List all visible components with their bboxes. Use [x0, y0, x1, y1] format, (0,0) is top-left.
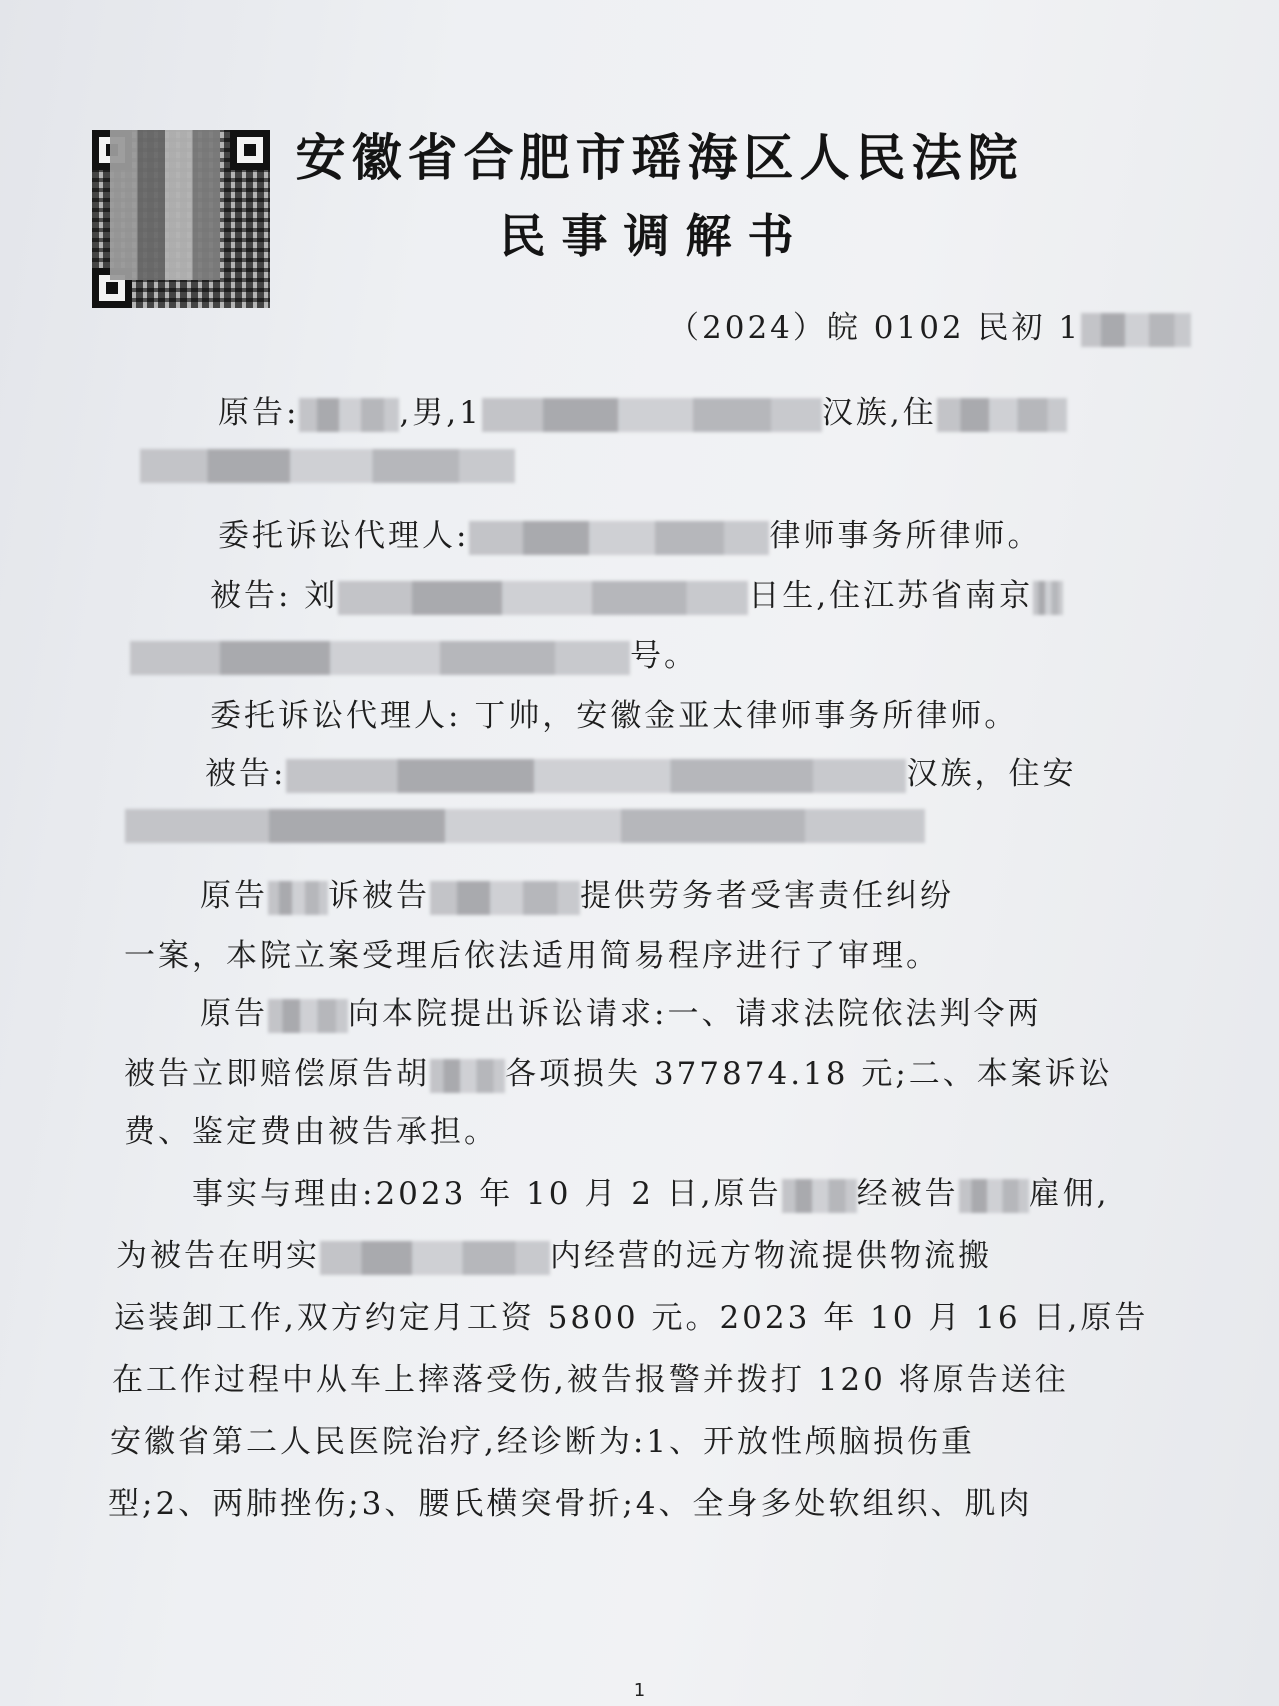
defendant1-address-line [130, 630, 698, 675]
redaction-mask [1081, 313, 1191, 347]
plaintiff-label: 原告: [218, 395, 300, 431]
para2-text: 被告立即赔偿原告胡 [124, 1056, 430, 1092]
para3-text: 经被告 [856, 1176, 959, 1212]
para2-line1 [200, 988, 1041, 1033]
redaction-mask [338, 581, 748, 615]
plaintiff-ethnic: 汉族,住 [821, 395, 937, 431]
redaction-mask [782, 1179, 857, 1213]
para3-line1 [192, 1168, 1110, 1213]
plaintiff-line [218, 387, 1067, 432]
para3-text: 事实与理由:2023 年 10 月 2 日,原告 [192, 1176, 782, 1212]
para1-line2: 一案，本院立案受理后依法适用简易程序进行了审理。 [124, 938, 940, 974]
defendant1-tail: 日生,住江苏省南京 [748, 578, 1034, 614]
redaction-mask [482, 398, 822, 432]
defendant1-label: 被告: 刘 [210, 578, 339, 614]
para3-text: 雇佣, [1028, 1176, 1110, 1212]
agent1-tail: 律师事务所律师。 [769, 518, 1042, 554]
para2-text: 向本院提出诉讼请求:一、请求法院依法判令两 [348, 996, 1042, 1032]
para3-line5: 安徽省第二人民医院治疗,经诊断为:1、开放性颅脑损伤重 [110, 1424, 976, 1460]
para2-text: 各项损失 377874.18 元;二、本案诉讼 [505, 1056, 1113, 1092]
page-number: 1 [633, 1680, 646, 1701]
para2-line2 [124, 1048, 1113, 1093]
redaction-mask [959, 1179, 1029, 1213]
case-number [668, 302, 1191, 347]
redaction-mask [1033, 581, 1063, 615]
defendant2-address-line [125, 806, 925, 843]
agent1-label: 委托诉讼代理人: [218, 518, 470, 554]
para3-line2 [116, 1230, 992, 1275]
case-number-text: （2024）皖 0102 民初 1 [668, 310, 1082, 346]
court-name: 安徽省合肥市瑶海区人民法院 [295, 129, 1024, 187]
para1-line1 [200, 870, 954, 915]
redaction-mask [937, 398, 1067, 432]
plaintiff-address-line [140, 446, 515, 483]
defendant1-line [210, 570, 1063, 615]
redaction-mask [125, 809, 925, 843]
para3-line6: 型;2、两肺挫伤;3、腰氏横突骨折;4、全身多处软组织、肌肉 [108, 1486, 1033, 1522]
para1-text: 提供劳务者受害责任纠纷 [580, 878, 954, 914]
redaction-mask [268, 881, 328, 915]
defendant2-line [205, 748, 1076, 793]
document-type: 民事调解书 [499, 209, 810, 263]
para1-text: 原告 [200, 878, 268, 914]
defendant1-address-tail: 号。 [630, 638, 698, 674]
para3-line4: 在工作过程中从车上摔落受伤,被告报警并拨打 120 将原告送往 [112, 1362, 1069, 1398]
redaction-mask [286, 759, 906, 793]
para2-line3: 费、鉴定费由被告承担。 [124, 1114, 498, 1150]
redaction-mask [430, 881, 580, 915]
redaction-mask [430, 1059, 505, 1093]
redaction-mask [130, 641, 630, 675]
redaction-mask [320, 1241, 550, 1275]
para2-text: 原告 [200, 996, 268, 1032]
defendant2-tail: 汉族，住安 [906, 756, 1077, 792]
defendant2-label: 被告: [205, 756, 287, 792]
redaction-mask [268, 999, 348, 1033]
plaintiff-text: ,男,1 [399, 395, 482, 431]
agent2-line: 委托诉讼代理人: 丁帅，安徽金亚太律师事务所律师。 [210, 698, 1019, 734]
redaction-mask [299, 398, 399, 432]
para3-line3: 运装卸工作,双方约定月工资 5800 元。2023 年 10 月 16 日,原告 [114, 1300, 1149, 1336]
agent1-line [218, 510, 1041, 555]
para1-text: 诉被告 [328, 878, 430, 914]
para3-text: 内经营的远方物流提供物流搬 [550, 1238, 992, 1274]
para3-text: 为被告在明实 [116, 1238, 320, 1274]
redaction-mask [469, 521, 769, 555]
redaction-mask [140, 449, 515, 483]
